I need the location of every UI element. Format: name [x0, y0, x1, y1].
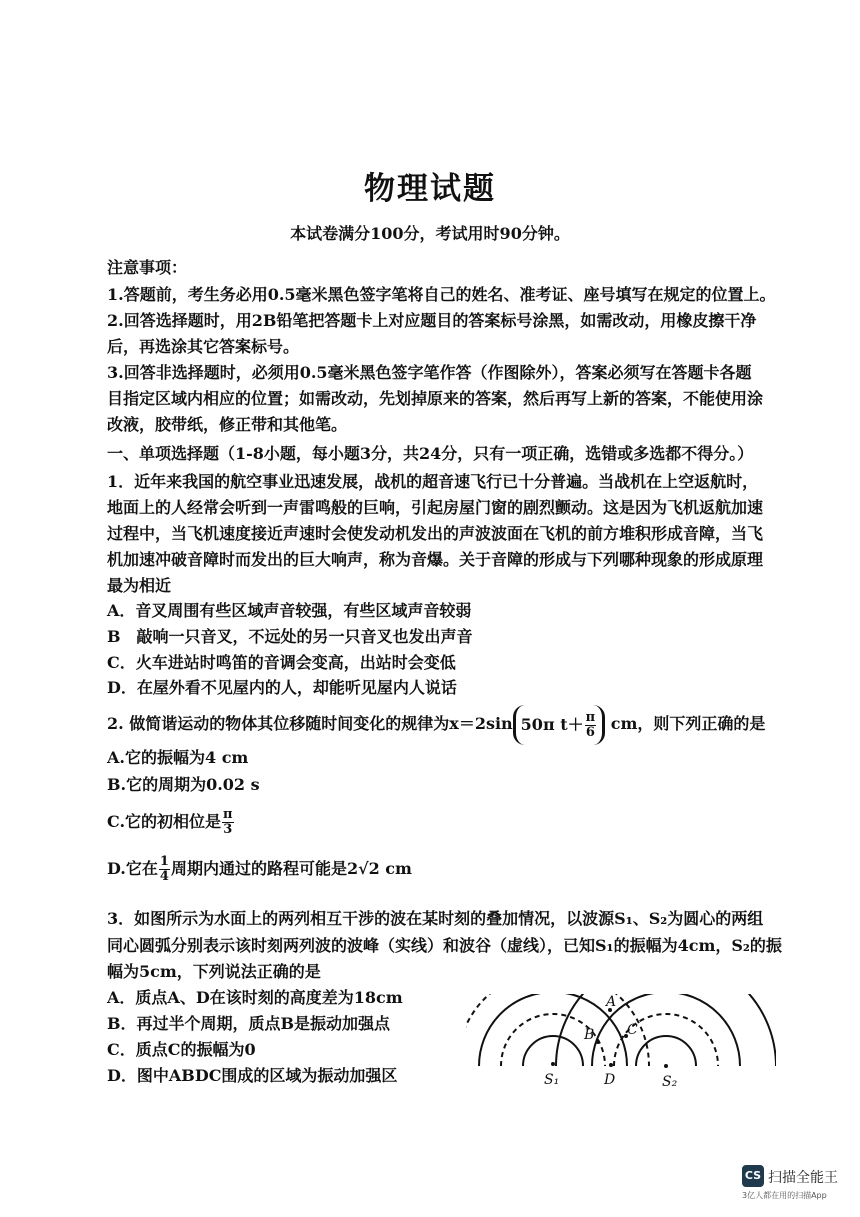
- section-heading: 一、单项选择题（1-8小题，每小题3分，共24分，只有一项正确，选错或多选都不得分。）: [107, 444, 754, 463]
- point-s1: [551, 1062, 555, 1066]
- q2-option-d-pre: D.它在: [107, 859, 158, 878]
- q2-stem: [107, 704, 765, 745]
- q2-paren: [513, 705, 605, 745]
- q2-option-b: B.它的周期为0.02 s: [107, 775, 260, 794]
- notice-line-3: 后，再选涂其它答案标号。: [107, 337, 300, 356]
- interference-figure: [466, 994, 776, 1089]
- q1-option-c: C．火车进站时鸣笛的音调会变高，出站时会变低: [107, 653, 456, 672]
- q1-stem-line-1: 1．近年来我国的航空事业迅速发展，战机的超音速飞行已十分普遍。当战机在上空返航时，: [107, 472, 759, 491]
- q3-option-b: B．再过半个周期，质点B是振动加强点: [107, 1014, 391, 1033]
- q1-stem-line-5: 最为相近: [107, 576, 172, 595]
- label-a: A: [606, 994, 617, 1010]
- camscanner-logo: CS: [742, 1165, 764, 1187]
- q2-option-c-fraction: [222, 808, 234, 837]
- q2-c-den: 3: [223, 822, 233, 837]
- q2-option-a: A.它的振幅为4 cm: [107, 748, 249, 767]
- exam-subtitle: 本试卷满分100分，考试用时90分钟。: [290, 224, 570, 243]
- page-title: 物理试题: [364, 171, 496, 207]
- q2-fraction: [585, 711, 597, 740]
- label-d: D: [604, 1072, 616, 1088]
- point-d: [609, 1063, 613, 1067]
- point-s2: [664, 1064, 668, 1068]
- q1-option-d: D．在屋外看不见屋内的人，却能听见屋内人说话: [107, 678, 457, 697]
- label-c: C: [627, 1022, 638, 1038]
- q2-d-num: 1: [159, 854, 169, 869]
- q2-stem-pre: 2. 做简谐运动的物体其位移随时间变化的规律为x＝2sin: [107, 714, 513, 733]
- point-b: [596, 1040, 600, 1044]
- watermark-tagline: 3亿人都在用的扫描App: [742, 1191, 827, 1200]
- q2-option-d-fraction: [159, 855, 170, 884]
- q2-option-d-post: 周期内通过的路程可能是2√2 cm: [170, 859, 412, 878]
- q3-stem-line-2: 同心圆弧分别表示该时刻两列波的波峰（实线）和波谷（虚线），已知S₁的振幅为4cm，S₂的振: [107, 936, 782, 955]
- s2-crest-arc-small: [636, 1036, 696, 1066]
- s1-crest-arc-small: [523, 1036, 583, 1066]
- scanner-watermark: [742, 1165, 848, 1201]
- notice-line-5: 目指定区域内相应的位置；如需改动，先划掉原来的答案，然后再写上新的答案，不能使用涂: [107, 389, 764, 408]
- q2-option-c-text: C.它的初相位是: [107, 812, 222, 831]
- q1-stem-line-3: 过程中，当飞机速度接近声速时会使发动机发出的声波波面在飞机的前方堆积形成音障，当飞: [107, 524, 764, 543]
- notice-line-4: 3.回答非选择题时，必须用0.5毫米黑色签字笔作答（作图除外），答案必须写在答题卡各题: [107, 363, 752, 382]
- label-b: B: [584, 1027, 595, 1043]
- q1-stem-line-4: 机加速冲破音障时而发出的巨大响声，称为音爆。关于音障的形成与下列哪种现象的形成原理: [107, 550, 764, 569]
- q3-option-d: D．图中ABDC围成的区域为振动加强区: [107, 1066, 398, 1085]
- label-s1: S₁: [544, 1072, 560, 1088]
- q2-frac-den: 6: [585, 724, 595, 740]
- q2-stem-post: cm，则下列正确的是: [605, 714, 766, 733]
- q2-option-d: [107, 851, 412, 887]
- notice-heading: 注意事项：: [107, 258, 188, 277]
- q3-stem-line-1: 3．如图所示为水面上的两列相互干涉的波在某时刻的叠加情况，以波源S₁、S₂为圆心的两组: [107, 909, 764, 928]
- q3-option-a: A．质点A、D在该时刻的高度差为18cm: [107, 988, 403, 1007]
- q3-stem-line-3: 幅为5cm，下列说法正确的是: [107, 962, 321, 981]
- label-s2: S₂: [662, 1074, 678, 1089]
- q1-stem-line-2: 地面上的人经常会听到一声雷鸣般的巨响，引起房屋门窗的剧烈颤动。这是因为飞机返航加速: [107, 498, 764, 517]
- q2-option-c: [107, 804, 235, 840]
- notice-line-6: 改液，胶带纸，修正带和其他笔。: [107, 415, 348, 434]
- q2-c-num: π: [223, 807, 233, 822]
- q1-option-b: B 敲响一只音叉，不远处的另一只音叉也发出声音: [107, 627, 473, 646]
- q2-inner: 50π t＋: [520, 714, 584, 734]
- notice-line-1: 1.答题前，考生务必用0.5毫米黑色签字笔将自己的姓名、准考证、座号填写在规定的位置上。: [107, 285, 776, 304]
- q2-frac-num: π: [585, 709, 596, 725]
- q3-option-c: C．质点C的振幅为0: [107, 1040, 256, 1059]
- notice-line-2: 2.回答选择题时，用2B铅笔把答题卡上对应题目的答案标号涂黑，如需改动，用橡皮擦干净: [107, 311, 757, 330]
- watermark-name: 扫描全能王: [768, 1170, 838, 1186]
- q1-option-a: A．音叉周围有些区域声音较强，有些区域声音较弱: [107, 601, 472, 620]
- q2-d-den: 4: [159, 869, 169, 884]
